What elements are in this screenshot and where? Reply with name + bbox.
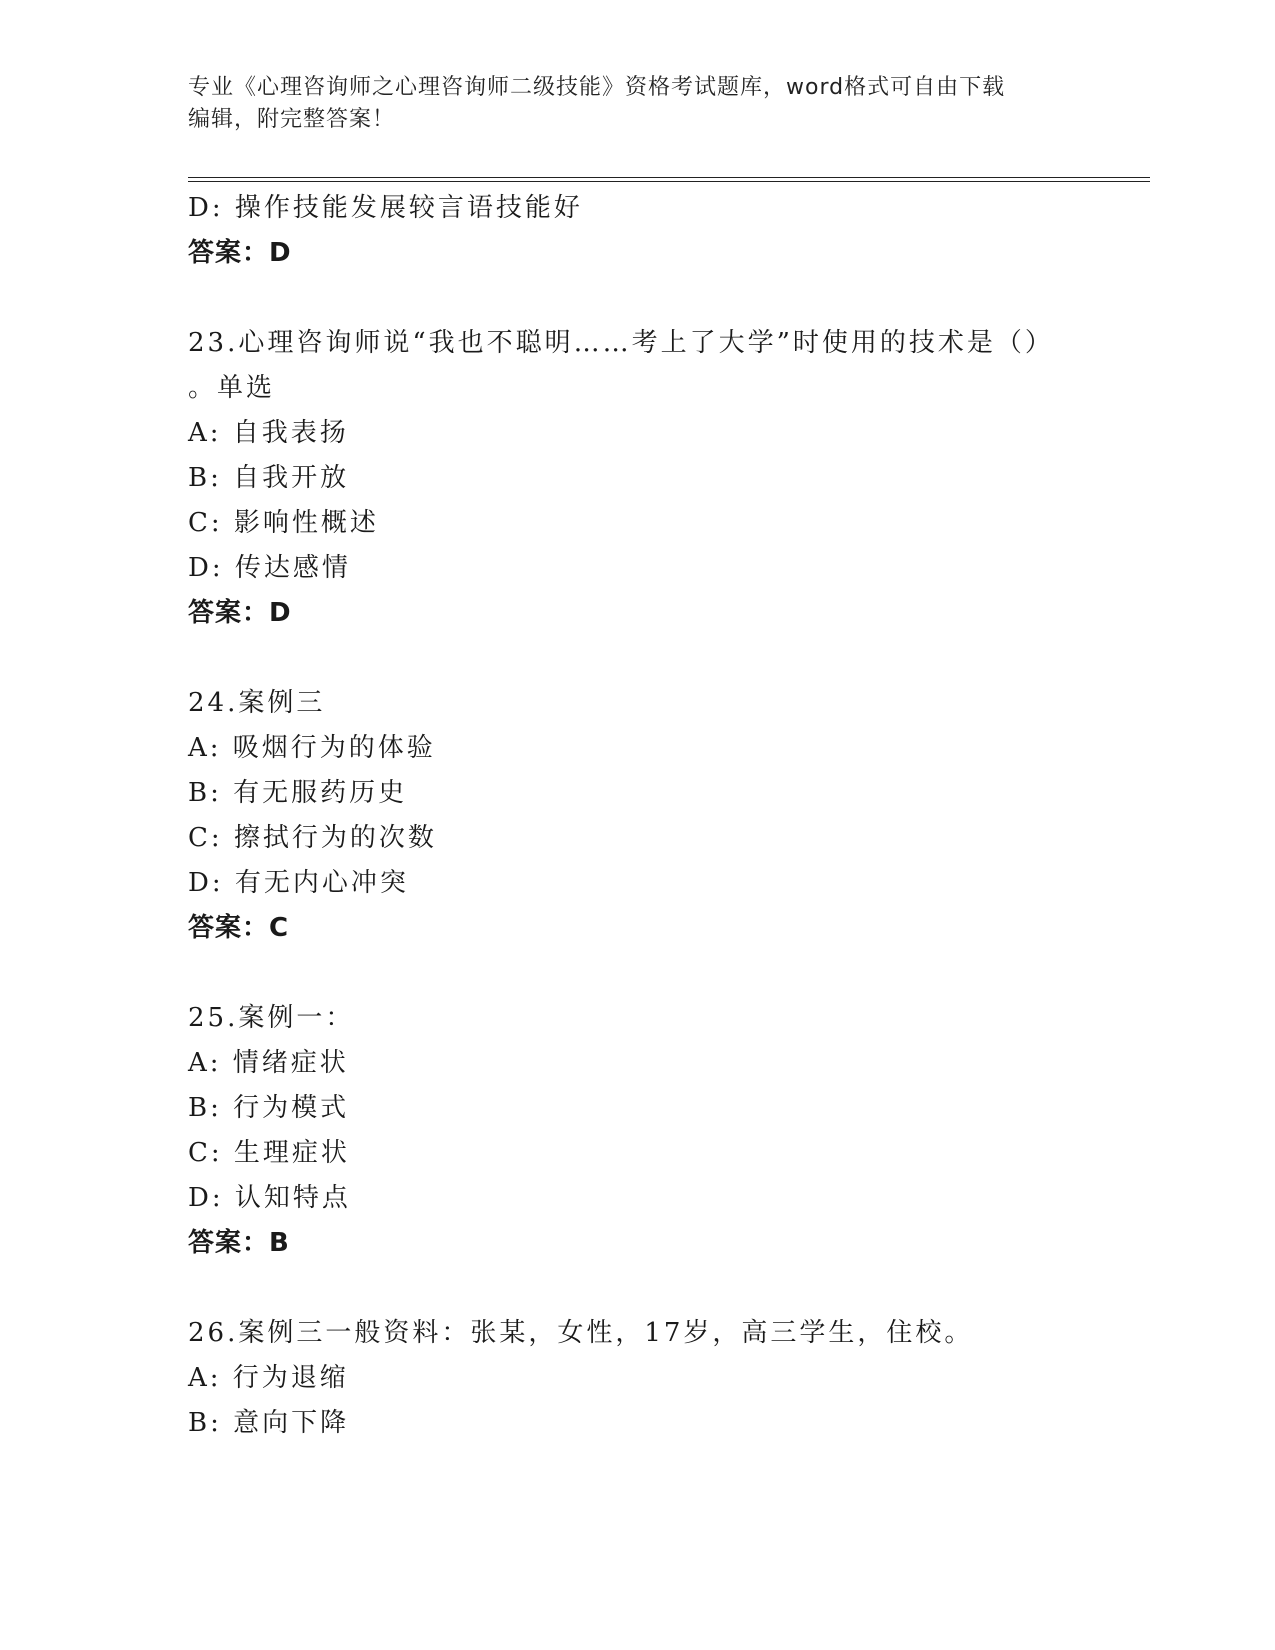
option-b: B: 行为模式 [188,1093,350,1123]
option-a: A: 行为退缩 [188,1363,349,1393]
header-rule-top [188,177,1150,178]
option-a: A: 吸烟行为的体验 [188,733,436,763]
option-d: D: 传达感情 [188,553,351,583]
option-b: B: 意向下降 [188,1408,350,1438]
option-a: A: 自我表扬 [188,418,349,448]
option-b: B: 自我开放 [188,463,350,493]
option-d: D: 操作技能发展较言语技能好 [188,193,583,223]
header-rule-bottom [188,181,1150,182]
question-26: 26.案例三一般资料：张某，女性，17岁，高三学生，住校。 [188,1318,974,1348]
option-d: D: 有无内心冲突 [188,868,409,898]
option-b: B: 有无服药历史 [188,778,408,808]
header-line-2: 编辑，附完整答案！ [188,107,396,132]
option-c: C: 影响性概述 [188,508,379,538]
option-c: C: 擦拭行为的次数 [188,823,437,853]
question-23: 23.心理咨询师说“我也不聪明……考上了大学”时使用的技术是（） [188,328,1054,358]
option-c: C: 生理症状 [188,1138,350,1168]
question-23-type: 。单选 [188,373,276,403]
option-a: A: 情绪症状 [188,1048,349,1078]
document-header [188,72,1088,136]
option-d: D: 认知特点 [188,1183,351,1213]
answer-line: 答案：C [188,913,290,943]
question-25: 25.案例一： [188,1003,355,1033]
header-line-1: 专业《心理咨询师之心理咨询师二级技能》资格考试题库，word格式可自由下载 [188,75,1006,100]
answer-line: 答案：B [188,1228,290,1258]
answer-line: 答案：D [188,598,292,628]
question-24: 24.案例三 [188,688,326,718]
answer-line: 答案：D [188,238,292,268]
